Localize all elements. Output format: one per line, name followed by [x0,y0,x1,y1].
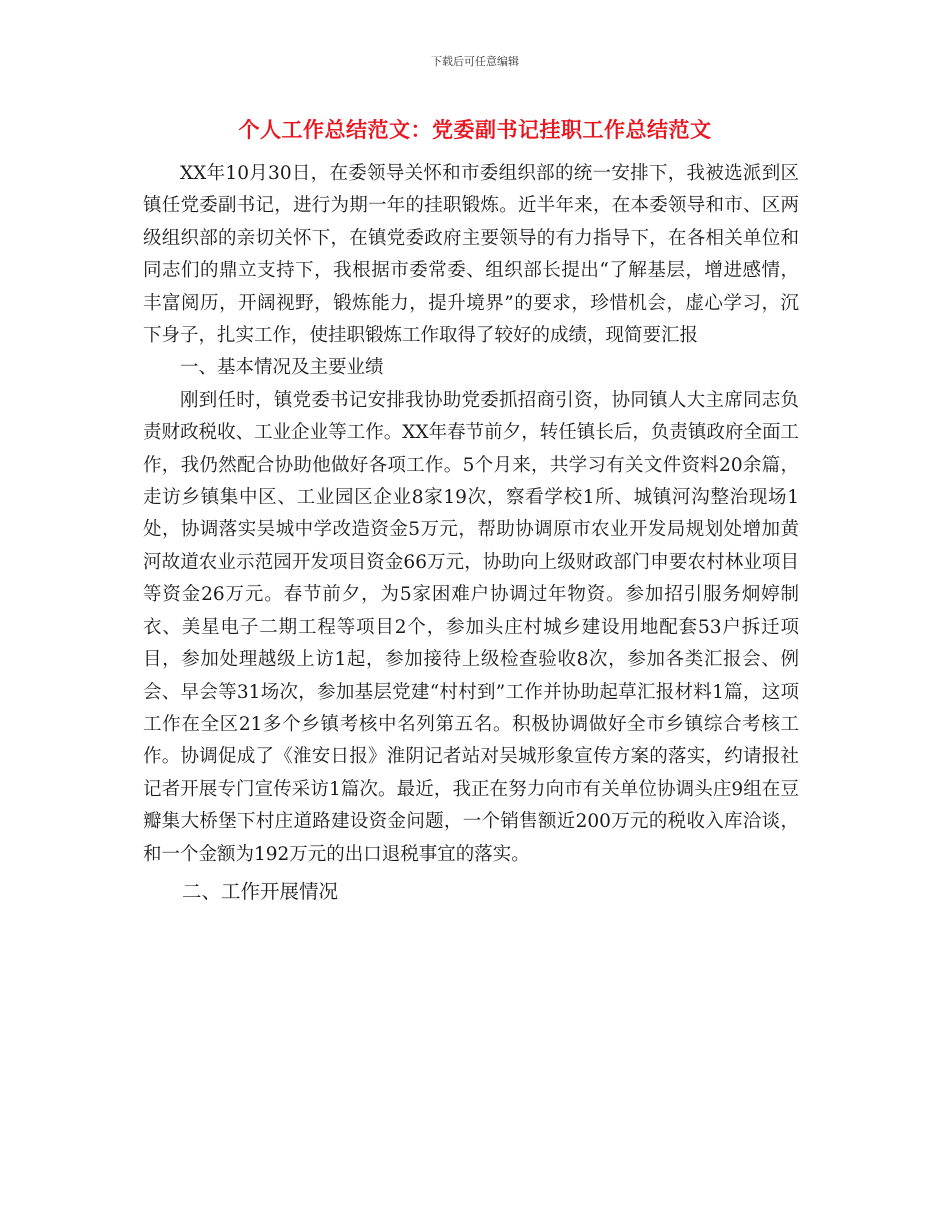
document-body [143,158,799,910]
header-note: 下载后可任意编辑 [431,55,519,68]
section-heading-2: 二、工作开展情况 [182,879,339,903]
document-title: 个人工作总结范文：党委副书记挂职工作总结范文 [238,117,712,142]
section-heading-1: 一、基本情况及主要业绩 [180,357,384,379]
section-1-paragraph: 刚到任时，镇党委书记安排我协助党委抓招商引资，协同镇人大主席同志负责财政税收、工业企业等工作。XX年春节前夕，转任镇长后，负责镇政府全面工作，我仍然配合协助他做好各项工作。5个月来，共学习有关文件资料20余篇，走访乡镇集中区、工业园区企业8家19次，察看学校1所、城镇河沟整治现场1处，协调落实吴城中学改造资金5万元，帮助协调原市农业开发局规划处增加黄河故道农业示范园开发项目资金66万元，协助向上级财政部门申要农村林业项目等资金26万元。春节前夕，为5家困难户协调过年物资。参加招引服务炯婷制衣、美星电子二期工程等项目2个，参加头庄村城乡建设用地配套53户拆迁项目，参加处理越级上访1起，参加接待上级检查验收8次，参加各类汇报会、例会、早会等31场次，参加基层党建“村村到”工作并协助起草汇报材料1篇，这项工作在全区21多个乡镇考核中名列第五名。积极协调做好全市乡镇综合考核工作。协调促成了《淮安日报》淮阴记者站对吴城形象宣传方案的落实，约请报社记者开展专门宣传采访1篇次。最近，我正在努力向市有关单位协调头庄9组在豆瓣集大桥堡下村庄道路建设资金问题，一个销售额近200万元的税收入库洽谈，和一个金额为192万元的出口退税事宜的落实。 [143,389,799,865]
intro-paragraph: XX年10月30日，在委领导关怀和市委组织部的统一安排下，我被选派到区镇任党委副书记，进行为期一年的挂职锻炼。近半年来，在本委领导和市、区两级组织部的亲切关怀下，在镇党委政府主要领导的有力指导下，在各相关单位和同志们的鼎立支持下，我根据市委常委、组织部长提出“了解基层，增进感情，丰富阅历，开阔视野，锻炼能力，提升境界”的要求，珍惜机会，虚心学习，沉下身子，扎实工作，使挂职锻炼工作取得了较好的成绩，现简要汇报 [143,163,799,347]
